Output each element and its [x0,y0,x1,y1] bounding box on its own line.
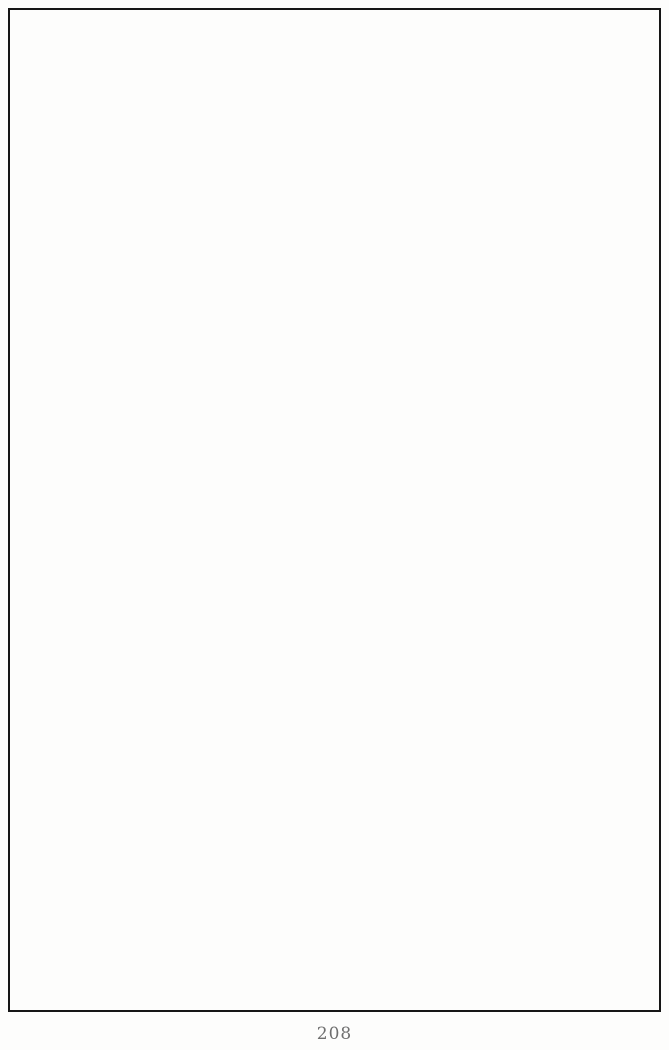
text-frame-border [8,8,661,1012]
vertical-text-area [24,24,645,996]
page-number: 208 [316,1024,353,1044]
